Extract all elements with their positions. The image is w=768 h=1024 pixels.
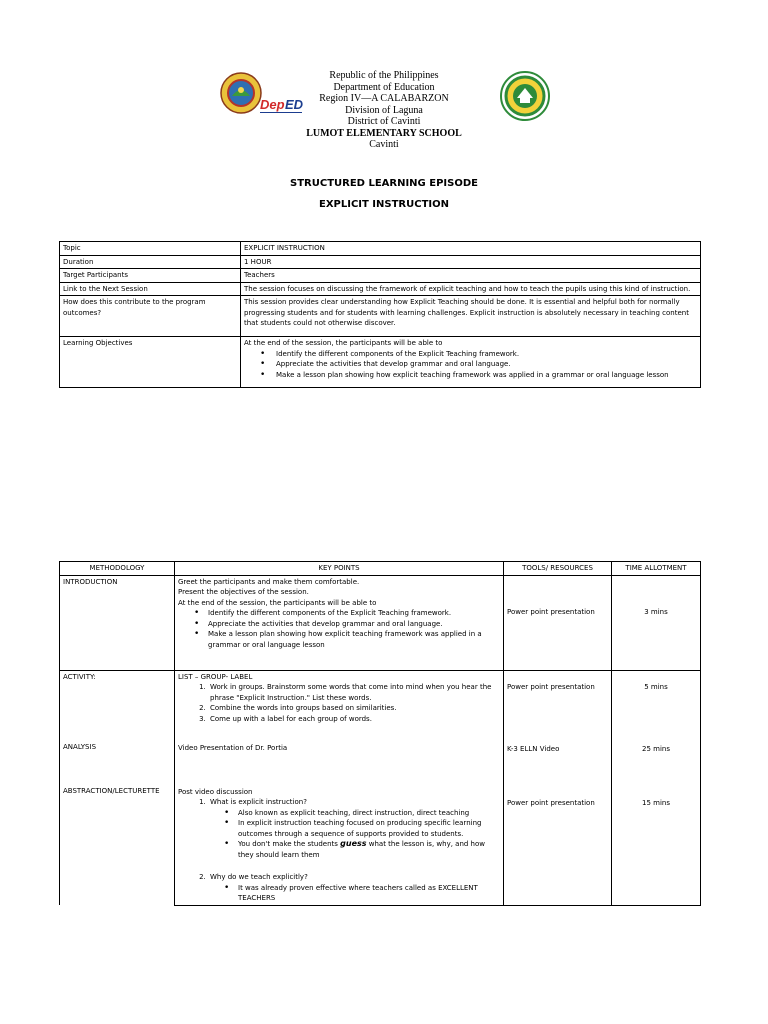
abstraction-intro: Post video discussion xyxy=(178,787,253,796)
info-value: The session focuses on discussing the framework of explicit teaching and how to teach the pupils using this kind of instruction. xyxy=(241,282,701,296)
header-line: Division of Laguna xyxy=(345,104,423,116)
list-item xyxy=(208,797,500,808)
key-point-line: Present the objectives of the session. xyxy=(178,588,309,596)
abstraction-questions xyxy=(178,797,500,808)
analysis-label: ANALYSIS xyxy=(63,743,97,751)
tools-cell: Power point presentation xyxy=(504,575,612,670)
info-value xyxy=(241,337,701,388)
key-points xyxy=(175,670,504,905)
table-row xyxy=(60,255,701,269)
activity-steps xyxy=(178,682,500,724)
info-value: 1 HOUR xyxy=(241,255,701,269)
key-points xyxy=(175,575,504,670)
question-text: What is explicit instruction? xyxy=(210,798,307,806)
list-item: • In explicit instruction teaching focused on producing specific learning outcomes through a sequence of supports provided to students. xyxy=(238,818,500,839)
table-row xyxy=(60,269,701,283)
header-line: Region IV—A CALABARZON xyxy=(319,93,449,104)
header-line: District of Cavinti xyxy=(347,116,421,127)
info-value: EXPLICIT INSTRUCTION xyxy=(241,242,701,256)
document-subtitle: EXPLICIT INSTRUCTION xyxy=(318,199,449,210)
table-row xyxy=(60,296,701,337)
question-bullets xyxy=(178,883,500,904)
list-item: • Appreciate the activities that develop grammar and oral language. xyxy=(276,359,697,370)
activity-label: ACTIVITY: xyxy=(63,672,96,681)
tools-cell xyxy=(504,670,612,905)
abstraction-label: ABSTRACTION/LECTURETTE xyxy=(63,786,160,795)
question-text: Why do we teach explicitly? xyxy=(210,873,308,881)
bullet-text: You don't make the students xyxy=(238,840,341,848)
info-key: Link to the Next Session xyxy=(60,282,241,296)
analysis-tool: K-3 ELLN Video xyxy=(507,745,560,753)
list-item: • Make a lesson plan showing how explicit teaching framework was applied in a grammar or oral language lesson xyxy=(208,629,500,650)
key-point-line: At the end of the session, the participants will be able to xyxy=(178,598,377,607)
question-bullets xyxy=(178,808,500,861)
table-row xyxy=(60,282,701,296)
info-key: Duration xyxy=(60,255,241,269)
header-line: Republic of the Philippines xyxy=(329,70,439,81)
school-letterhead xyxy=(0,70,768,151)
analysis-text: Video Presentation of Dr. Portia xyxy=(178,744,288,752)
list-item: 3. Come up with a label for each group of words. xyxy=(208,714,500,725)
svg-text:ED: ED xyxy=(285,97,304,112)
school-name: LUMOT ELEMENTARY SCHOOL xyxy=(306,127,462,139)
list-item xyxy=(238,839,500,860)
list-item: • Identify the different components of the Explicit Teaching framework. xyxy=(208,608,500,619)
list-item: • It was already proven effective where teachers called as EXCELLENT TEACHERS xyxy=(238,883,500,904)
column-header: METHODOLOGY xyxy=(60,562,175,576)
activity-tool: Power point presentation xyxy=(507,682,595,691)
info-value: Teachers xyxy=(241,269,701,283)
abstraction-questions xyxy=(178,872,500,883)
column-header: KEY POINTS xyxy=(175,562,504,576)
methodology-table xyxy=(59,561,701,906)
info-key: Learning Objectives xyxy=(60,337,241,388)
svg-text:Dep: Dep xyxy=(260,97,285,112)
abstraction-tool: Power point presentation xyxy=(507,798,595,807)
methodology-label: INTRODUCTION xyxy=(60,575,175,670)
activity-heading: LIST – GROUP- LABEL xyxy=(178,672,253,681)
column-header: TOOLS/ RESOURCES xyxy=(504,562,612,576)
objectives-list xyxy=(244,349,697,381)
document-title: STRUCTURED LEARNING EPISODE xyxy=(290,178,478,189)
table-header-row xyxy=(60,562,701,576)
list-item: • Also known as explicit teaching, direct instruction, direct teaching xyxy=(238,808,500,819)
bullet-text: what the lesson is, why, and how they should learn them xyxy=(238,840,485,859)
info-key: How does this contribute to the program outcomes? xyxy=(60,296,241,337)
table-row xyxy=(60,575,701,670)
list-item: 2. Combine the words into groups based on similarities. xyxy=(208,703,500,714)
list-item xyxy=(208,872,500,883)
table-row xyxy=(60,670,701,905)
list-item: • Identify the different components of the Explicit Teaching framework. xyxy=(276,349,697,360)
list-item: • Make a lesson plan showing how explicit teaching framework was applied in a grammar or oral language lesson xyxy=(276,370,697,381)
time-cell: 3 mins xyxy=(612,575,701,670)
school-town: Cavinti xyxy=(369,139,399,150)
info-key: Topic xyxy=(60,242,241,256)
activity-time: 5 mins xyxy=(644,682,668,691)
table-row xyxy=(60,337,701,388)
key-point-line: Greet the participants and make them comfortable. xyxy=(178,577,360,586)
info-value: This session provides clear understanding how Explicit Teaching should be done. It is essential and helpful both for normally progressing students and for students with learning challenges. Explicit instruction is absolutely necessary in teaching content that students could not otherwise discover. xyxy=(241,296,701,337)
objectives-list xyxy=(178,608,500,650)
emphasis-text: guess xyxy=(340,839,367,848)
abstraction-time: 15 mins xyxy=(642,798,670,807)
list-item: 1. Work in groups. Brainstorm some words that come into mind when you hear the phrase "Explicit Instruction." List these words. xyxy=(208,682,500,703)
column-header: TIME ALLOTMENT xyxy=(612,562,701,576)
table-row xyxy=(60,242,701,256)
header-line: Department of Education xyxy=(333,81,435,93)
time-cell xyxy=(612,670,701,905)
objectives-intro: At the end of the session, the participants will be able to xyxy=(244,339,443,347)
methodology-label xyxy=(60,670,175,905)
session-info-table xyxy=(59,241,701,388)
analysis-time: 25 mins xyxy=(642,745,670,753)
info-key: Target Participants xyxy=(60,269,241,283)
list-item: • Appreciate the activities that develop grammar and oral language. xyxy=(208,619,500,630)
